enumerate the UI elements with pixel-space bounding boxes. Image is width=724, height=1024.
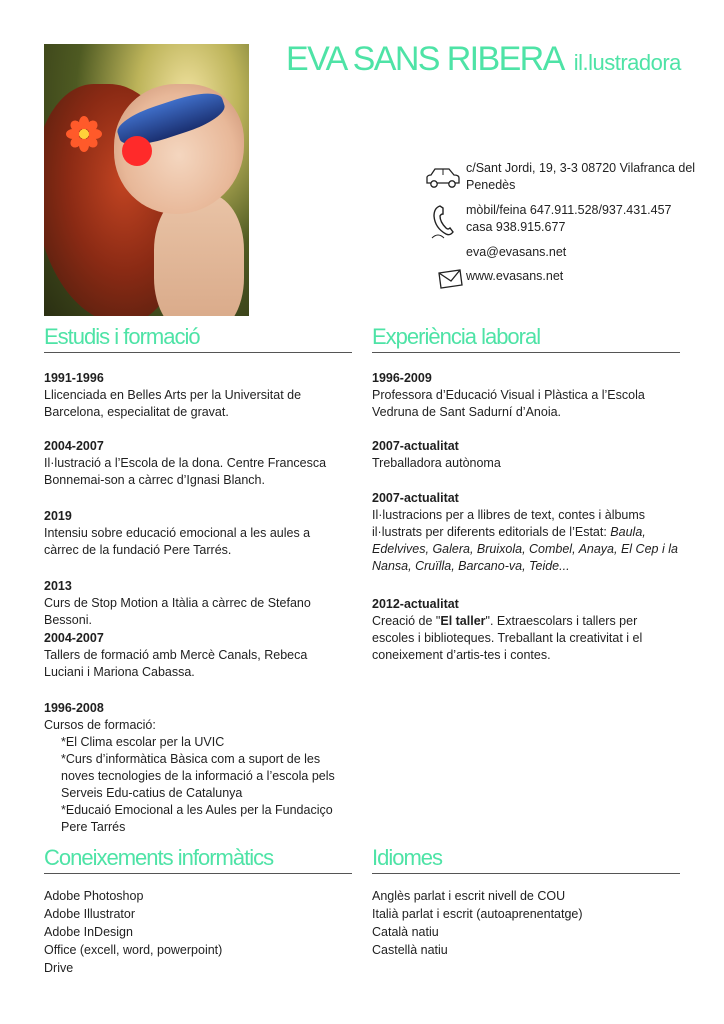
item-year: 2004-2007 — [44, 439, 104, 453]
software-item: Adobe Photoshop — [44, 889, 144, 903]
item-text-prefix: Il·lustracions per a llibres de text, contes i àlbums il·lustrats per diferents editorials de l’Estat: — [372, 508, 646, 539]
item-text-prefix: Creació de " — [372, 614, 441, 628]
language-item: Català natiu — [372, 925, 439, 939]
software-item: Adobe Illustrator — [44, 907, 136, 921]
language-item: Anglès parlat i escrit nivell de COU — [372, 889, 566, 903]
item-text: Curs de Stop Motion a Itàlia a càrrec de Stefano Bessoni. — [44, 596, 311, 627]
envelope-icon — [436, 268, 464, 290]
item-text: Professora d’Educació Visual i Plàstica a l’Escola Vedruna de Sant Sadurní d’Anoia. — [372, 388, 645, 419]
languages-title: Idiomes — [372, 845, 443, 870]
software-item: Office (excell, word, powerpoint) — [44, 943, 223, 957]
email-link[interactable]: eva@evasans.net — [466, 245, 567, 259]
item-text: Treballadora autònoma — [372, 456, 501, 470]
car-icon — [424, 166, 462, 190]
item-text: Llicenciada en Belles Arts per la Universitat de Barcelona, especialitat de gravat. — [44, 388, 302, 419]
address — [466, 160, 695, 194]
item-text: Cursos de formació: — [44, 718, 156, 732]
languages-list — [372, 887, 583, 959]
item-year: 1996-2009 — [372, 371, 432, 385]
experience-item — [372, 596, 680, 664]
full-name: EVA SANS RIBERA — [286, 40, 564, 78]
computing-divider — [44, 873, 352, 874]
profession: il.lustradora — [573, 50, 681, 75]
studies-item — [44, 700, 344, 836]
flower-icon — [66, 116, 102, 152]
phones — [466, 202, 672, 236]
experience-divider — [372, 352, 680, 353]
computing-list — [44, 887, 222, 977]
publishers-list: Baula, Edelvives, Galera, Bruixola, Combel, Anaya, El Cep i la Nansa, Cruïlla, Barcano-va, Teide... — [372, 525, 678, 573]
workshop-name: El taller — [440, 614, 486, 628]
course-entry: *Educaió Emocional a les Aules per la Fundaciço Pere Tarrés — [61, 803, 333, 834]
item-text — [372, 613, 680, 664]
studies-item — [44, 630, 344, 681]
address-line-1: c/Sant Jordi, 19, 3-3 08720 Vilafranca del — [466, 161, 696, 175]
languages-divider — [372, 873, 680, 874]
studies-title: Estudis i formació — [44, 324, 200, 349]
item-text — [372, 507, 680, 575]
item-year: 2013 — [44, 579, 72, 593]
mobile-phone: mòbil/feina 647.911.528/937.431.457 — [466, 203, 672, 217]
experience-title: Experiència laboral — [372, 324, 541, 349]
item-year: 2012-actualitat — [372, 597, 459, 611]
experience-item — [372, 438, 680, 472]
item-text-suffix: ". Extraescolars i tallers per escoles i biblioteques. Treballant la creativitat i el coneixement d’artis-tes i contes. — [372, 614, 643, 662]
item-year: 1996-2008 — [44, 701, 104, 715]
item-year: 1991-1996 — [44, 371, 104, 385]
studies-item — [44, 508, 344, 559]
software-item: Adobe InDesign — [44, 925, 133, 939]
home-phone: casa 938.915.677 — [466, 220, 566, 234]
item-year: 2007-actualitat — [372, 491, 459, 505]
item-text: Tallers de formació amb Mercè Canals, Rebeca Luciani i Mariona Cabassa. — [44, 648, 308, 679]
experience-item — [372, 370, 680, 421]
software-item: Drive — [44, 961, 74, 975]
item-year: 2007-actualitat — [372, 439, 459, 453]
course-entry: *Curs d’informàtica Bàsica com a suport de les noves tecnologies de la informació a l’escola pels Serveis Edu-catius de Catalunya — [61, 752, 335, 800]
language-item: Italià parlat i escrit (autoaprenentatge) — [372, 907, 583, 921]
studies-divider — [44, 352, 352, 353]
studies-item — [44, 438, 344, 489]
header-name — [286, 40, 706, 80]
language-item: Castellà natiu — [372, 943, 448, 957]
web-link[interactable]: www.evasans.net — [466, 269, 564, 283]
profile-photo — [44, 44, 249, 316]
experience-item — [372, 490, 680, 575]
item-text: Il·lustració a l’Escola de la dona. Centre Francesca Bonnemai-son a càrrec d’Ignasi Blanch. — [44, 456, 327, 487]
photo-cheek — [122, 136, 152, 166]
telephone-icon — [430, 202, 460, 240]
address-line-2: Penedès — [466, 178, 516, 192]
item-year: 2019 — [44, 509, 72, 523]
item-year: 2004-2007 — [44, 631, 104, 645]
item-text: Intensiu sobre educació emocional a les aules a càrrec de la fundació Pere Tarrés. — [44, 526, 311, 557]
computing-title: Coneixements informàtics — [44, 845, 274, 870]
studies-item — [44, 578, 344, 629]
course-entry: *El Clima escolar per la UVIC — [61, 735, 225, 749]
studies-item — [44, 370, 344, 421]
